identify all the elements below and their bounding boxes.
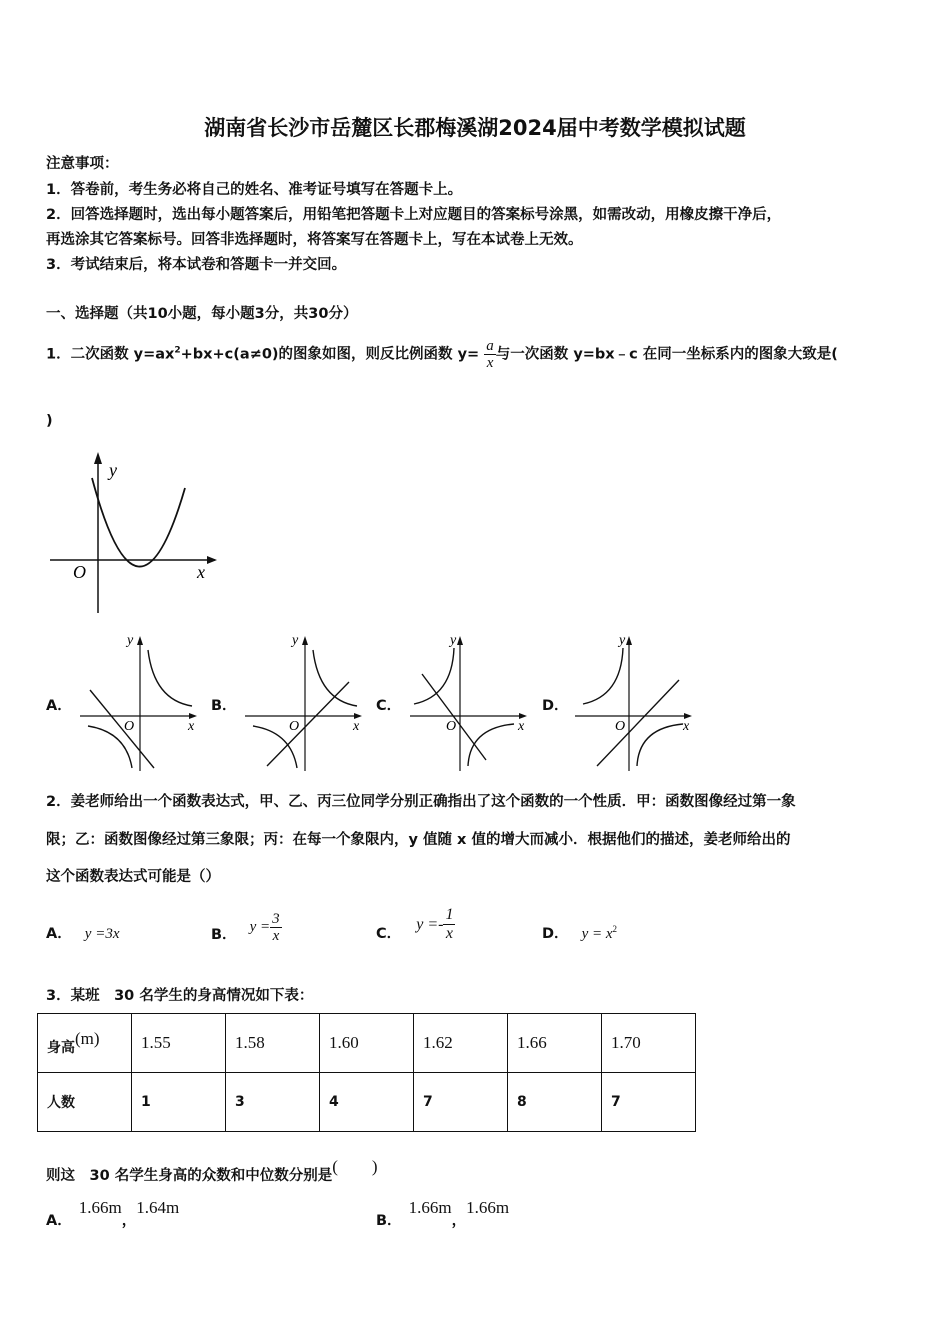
table-cell: 1.58	[226, 1014, 320, 1073]
q2-stem-line-2: 限；乙：函数图像经过第三象限；丙：在每一个象限内，y 值随 x 值的增大而减小．根据他们的描述，姜老师给出的	[46, 832, 791, 848]
q2-option-c-lhs: y =-	[416, 915, 444, 933]
q3-question	[46, 1152, 378, 1185]
table-row-counts	[38, 1073, 696, 1132]
q2-option-d-expr: y = x	[581, 926, 613, 942]
q2-option-b-num: 3	[272, 911, 280, 927]
table-cell: 7	[602, 1073, 696, 1132]
q2-option-d-label: D．	[542, 926, 569, 942]
y-label: y	[292, 633, 299, 648]
notes-item-2: 2．回答选择题时，选出每小题答案后，用铅笔把答题卡上对应题目的答案标号涂黑，如需改动，用橡皮擦干净后，	[46, 207, 782, 223]
table-header-height	[38, 1014, 132, 1073]
y-axis-arrow	[302, 636, 308, 645]
x-label: x	[353, 719, 360, 734]
q1-stem-part1: 1．二次函数 y=ax	[46, 346, 175, 363]
q2-option-b[interactable]	[211, 903, 282, 944]
q1-frac-num: a	[486, 338, 494, 354]
notes-item-2-cont: 再选涂其它答案标号。回答非选择题时，将答案写在答题卡上，写在本试卷上无效。	[46, 232, 583, 248]
q2-stem-line-1: 2．姜老师给出一个函数表达式，甲、乙、丙三位同学分别正确指出了这个函数的一个性质．甲：函数图像经过第一象	[46, 794, 796, 810]
q3-option-a[interactable]	[46, 1195, 179, 1230]
hyperbola-branch-1	[583, 648, 623, 704]
q2-option-a[interactable]	[46, 922, 119, 943]
section-heading: 一、选择题（共10小题，每小题3分，共30分）	[46, 306, 358, 322]
y-label: y	[127, 633, 134, 648]
y-axis-arrow	[137, 636, 143, 645]
x-label: x	[197, 562, 205, 582]
x-label: x	[683, 719, 690, 734]
line-graph	[597, 680, 679, 766]
q1-stem-sup: 2	[174, 345, 181, 356]
table-row-heights	[38, 1014, 696, 1073]
table-cell: 1.66	[508, 1014, 602, 1073]
q2-option-b-den: x	[270, 927, 282, 944]
q2-option-c[interactable]	[376, 900, 455, 943]
y-axis-arrow	[94, 452, 102, 464]
table-cell: 7	[414, 1073, 508, 1132]
q2-option-a-expr: y =3x	[84, 926, 120, 942]
height-table	[37, 1013, 696, 1132]
table-cell: 1.55	[132, 1014, 226, 1073]
x-label: x	[188, 719, 195, 734]
q2-option-c-den: x	[443, 924, 455, 943]
origin-label: O	[446, 719, 457, 734]
q3-answer-paren: ( )	[332, 1157, 378, 1176]
q2-option-b-lhs: y =	[249, 919, 271, 935]
q3-option-a-label: A．	[46, 1213, 72, 1229]
q1-parabola-graph	[45, 448, 225, 618]
origin-label: O	[124, 719, 135, 734]
q3-question-text: 则这 30 名学生身高的众数和中位数分别是	[46, 1168, 333, 1184]
x-label: x	[518, 719, 525, 734]
notes-item-3: 3．考试结束后，将本试卷和答题卡一并交回。	[46, 257, 347, 273]
height-label: 身高	[47, 1040, 75, 1056]
table-cell: 1.62	[414, 1014, 508, 1073]
line-graph	[267, 682, 349, 766]
q2-option-a-label: A．	[46, 926, 72, 942]
y-label: y	[619, 633, 626, 648]
q2-option-d[interactable]	[542, 922, 617, 943]
table-cell: 1.60	[320, 1014, 414, 1073]
table-cell: 1.70	[602, 1014, 696, 1073]
q3-option-a-v1: 1.66m	[78, 1198, 122, 1217]
q2-option-c-num: 1	[445, 906, 454, 923]
q1-option-c-label[interactable]: C．	[376, 698, 402, 714]
q3-option-b-v1: 1.66m	[408, 1198, 452, 1217]
origin-label: O	[73, 562, 86, 582]
q1-close-paren: )	[46, 413, 53, 429]
q3-stem: 3．某班 30 名学生的身高情况如下表：	[46, 988, 314, 1004]
notes-heading: 注意事项：	[46, 156, 119, 172]
table-cell: 4	[320, 1073, 414, 1132]
q1-option-c-graph[interactable]	[402, 628, 532, 773]
q2-option-b-fraction	[270, 911, 282, 944]
q1-option-a-graph[interactable]	[72, 628, 202, 773]
y-label: y	[109, 460, 117, 480]
q1-option-d-label[interactable]: D．	[542, 698, 569, 714]
x-axis-arrow	[207, 556, 217, 564]
q3-option-b-v2: 1.66m	[466, 1198, 510, 1217]
q2-option-c-label: C．	[376, 926, 402, 942]
q1-option-a-label[interactable]: A．	[46, 698, 72, 714]
y-axis-arrow	[626, 636, 632, 645]
q2-option-d-sup: 2	[612, 924, 618, 935]
hyperbola-branch-1	[414, 648, 454, 704]
q3-option-b-label: B．	[376, 1213, 402, 1229]
q1-fraction	[484, 338, 496, 371]
hyperbola-branch-1	[313, 650, 357, 706]
y-axis-arrow	[457, 636, 463, 645]
table-cell: 3	[226, 1073, 320, 1132]
q2-stem-line-3: 这个函数表达式可能是（）	[46, 869, 220, 885]
table-cell: 8	[508, 1073, 602, 1132]
q1-option-b-graph[interactable]	[237, 628, 367, 773]
q1-option-d-graph[interactable]	[567, 628, 697, 773]
q1-stem-part2: +bx+c(a≠0)的图象如图，则反比例函数 y=	[180, 346, 480, 363]
table-cell: 1	[132, 1073, 226, 1132]
y-label: y	[450, 633, 457, 648]
q1-stem-part3: 与一次函数 y=bx﹣c 在同一坐标系内的图象大致是(	[495, 346, 838, 363]
q1-stem	[46, 338, 838, 371]
q3-option-a-v2: 1.64m	[136, 1198, 180, 1217]
origin-label: O	[289, 719, 300, 734]
origin-label: O	[615, 719, 626, 734]
page-title: 湖南省长沙市岳麓区长郡梅溪湖2024届中考数学模拟试题	[204, 116, 746, 140]
notes-item-1: 1．答卷前，考生务必将自己的姓名、准考证号填写在答题卡上。	[46, 182, 463, 198]
q1-frac-den: x	[484, 354, 496, 371]
parabola-curve	[92, 478, 185, 567]
q3-option-b-sep: ，	[451, 1213, 467, 1229]
q1-option-b-label[interactable]: B．	[211, 698, 237, 714]
height-unit: (m)	[75, 1029, 100, 1048]
hyperbola-branch-2	[637, 724, 683, 766]
line-graph	[422, 674, 486, 760]
q2-option-b-label: B．	[211, 927, 237, 943]
q3-option-b[interactable]	[376, 1195, 509, 1230]
q3-option-a-sep: ，	[121, 1213, 137, 1229]
q2-option-c-fraction	[443, 906, 455, 943]
hyperbola-branch-1	[148, 650, 192, 706]
table-header-count: 人数	[38, 1073, 132, 1132]
